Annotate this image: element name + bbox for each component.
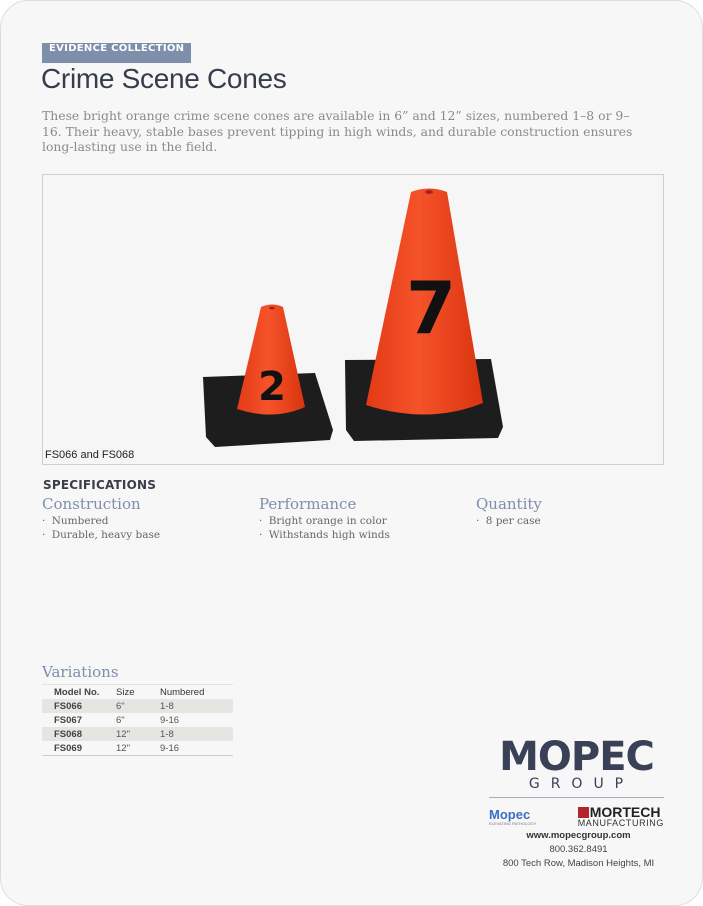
mopec-sub-logo: [489, 806, 537, 826]
cell: FS067: [54, 714, 82, 726]
cell: FS066: [42, 699, 104, 713]
col-model: Model No.: [54, 686, 100, 698]
spec-item: · Bright orange in color: [259, 514, 390, 528]
mortech-logo: [578, 806, 664, 828]
brand-name: MOPEC: [499, 734, 654, 780]
category-tag: EVIDENCE COLLECTION: [42, 43, 191, 63]
col-size: Size: [116, 686, 135, 698]
cell: 6": [104, 699, 148, 713]
spec-title: Quantity: [476, 495, 542, 513]
spec-item: · Durable, heavy base: [42, 528, 160, 542]
col-numbered: Numbered: [160, 686, 205, 698]
spec-item: · Withstands high winds: [259, 528, 390, 542]
table-row: [42, 741, 233, 756]
photo-caption: FS066 and FS068: [45, 449, 135, 461]
table-row: [42, 699, 233, 713]
cell: FS069: [54, 742, 82, 754]
sub1-tagline: ELEVATING PATHOLOGY: [489, 820, 537, 826]
large-cone: [345, 189, 503, 442]
small-cone-number: 2: [258, 364, 286, 410]
spec-quantity: [476, 495, 542, 528]
large-cone-number: 7: [405, 266, 457, 350]
phone: 800.362.8491: [549, 844, 608, 855]
spec-performance: [259, 495, 390, 542]
table-header: [42, 685, 233, 700]
table-row: [42, 727, 233, 741]
sub2-name: MORTECH: [589, 804, 661, 820]
page-title: Crime Scene Cones: [41, 63, 287, 94]
specifications-heading: SPECIFICATIONS: [43, 478, 157, 492]
brand-group: GROUP: [528, 776, 635, 792]
cell: 12": [116, 742, 130, 754]
small-cone: [203, 305, 333, 448]
spec-construction: [42, 495, 160, 542]
cell: 1-8: [148, 699, 233, 713]
product-photo: [42, 174, 664, 465]
contact-info: [481, 829, 676, 871]
square-icon: [578, 807, 589, 818]
cell: 1-8: [148, 727, 233, 741]
table-row: [42, 713, 233, 727]
cell: 6": [116, 714, 125, 726]
spec-item: · Numbered: [42, 514, 160, 528]
divider: [489, 797, 664, 798]
website-link[interactable]: www.mopecgroup.com: [526, 830, 631, 841]
cell: 9-16: [160, 742, 180, 754]
sub1-name: Mopec: [489, 806, 531, 822]
address: 800 Tech Row, Madison Heights, MI: [502, 858, 655, 869]
variations-heading: Variations: [42, 663, 119, 681]
cell: FS068: [42, 727, 104, 741]
spec-title: Performance: [259, 495, 357, 513]
product-description: These bright orange crime scene cones are available in 6” and 12” sizes, numbered 1–8 or 9–16. Their heavy, stable bases prevent tipping in high winds, and durable construction ensures long-lasting use in the field.: [42, 108, 633, 154]
cell: 12": [104, 727, 148, 741]
variations-table: [42, 684, 233, 756]
sub2-tagline: MANUFACTURING: [577, 818, 664, 828]
spec-item: · 8 per case: [476, 514, 542, 528]
mopec-group-logo: [489, 734, 664, 830]
spec-title: Construction: [42, 495, 141, 513]
cell: 9-16: [160, 714, 180, 726]
